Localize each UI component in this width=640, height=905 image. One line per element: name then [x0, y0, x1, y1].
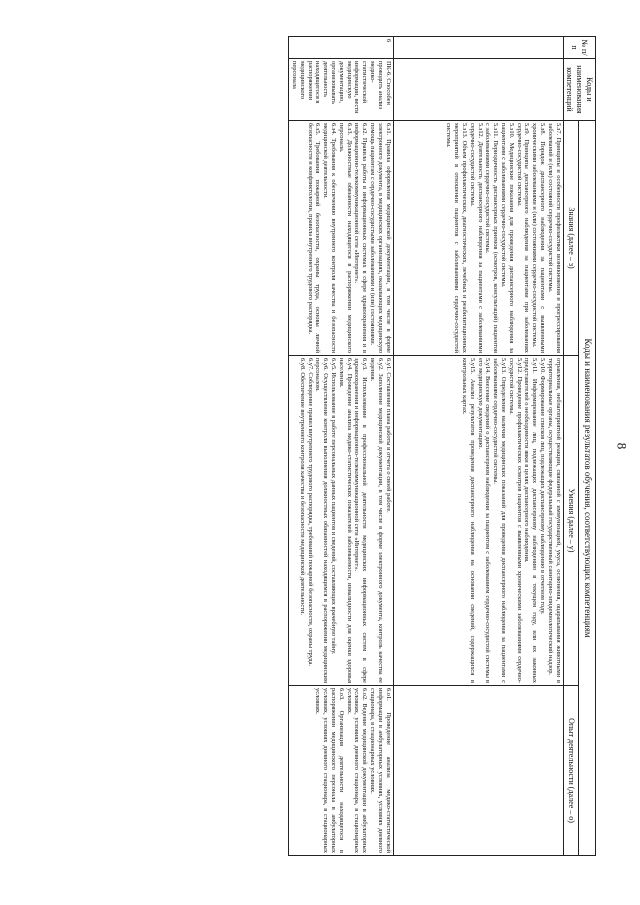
cell-num: 6: [289, 37, 394, 59]
skill-item: 6.у7. Соблюдение правил внутреннего трудового распорядка, требований пожарной безопасности, охраны труда.: [306, 358, 314, 667]
skill-item: отравления, неблагоприятной реакции, связанной с иммунизацией, укуса, ослюнения, оцарапывания животными в территориальные органы, осуществляющие федеральный государственный санитарно-эпидемиологический надзор.: [546, 358, 562, 683]
cell-competence: ПК-6. Способен проводить анализ медико-статистической информации, вести медицинскую документацию, организовывать деятельность находящегося в распоряжении медицинского персонала: [289, 59, 394, 121]
skill-item: 6.у5. Использование в работе персональных данных пациентов и сведений, составляющих врачебную тайну.: [330, 358, 338, 655]
header-competence: Коды и наименования компетенций: [563, 59, 595, 121]
page-number: 8: [614, 442, 630, 450]
skill-item: 6.у8. Обеспечение внутреннего контроля качества и безопасности медицинской деятельности.: [298, 358, 306, 616]
skill-item: 5.у11. Информирование лиц, подлежащих диспансерному наблюдению в текущем году, или их законных представителей о необходимости явки в целях диспансерного наблюдения.: [523, 358, 539, 683]
skill-item: 6.у4. Проведение анализа медико-статистических показателей заболеваемости, инвалидности для оценки здоровья населения.: [337, 358, 353, 683]
cell-knowledge: [289, 121, 394, 356]
knowledge-item: 6.з5. Требования пожарной безопасности, охраны труда, основы личной безопасности и конфликтологии, правила внутреннего трудового распорядка.: [306, 123, 322, 353]
knowledge-item: 5.з12. Деятельность диспансерного наблюдения за пациентами с заболеваниями сердечно-сосудистой системы.: [468, 123, 484, 353]
knowledge-item: 5.з11. Периодичность диспансерных приемов (осмотров, консультаций) пациентов с заболеваниями сердечно-сосудистой системы.: [484, 123, 500, 353]
cell-experience: [393, 686, 563, 856]
knowledge-item: 6.з2. Правила работы в информационных системах в сфере здравоохранения и в информационно-телекоммуникационной сети «Интернет».: [353, 123, 369, 353]
header-num: № п/п: [563, 37, 595, 59]
knowledge-item: 5.з8. Порядок диспансерного наблюдения за пациентами с выявленными хроническими заболеваниями и (или) состояниями сердечно-сосудистой системы.: [531, 123, 547, 353]
knowledge-item: 6.з3. Должностные обязанности находящегося в распоряжении медицинского персонала.: [337, 123, 353, 353]
competence-table: [288, 36, 596, 856]
header-results: Коды и наименования результатов обучения, соответствующих компетенциям: [579, 121, 596, 856]
skill-item: 5.у12. Проведение профилактических осмотров пациентов с выявленными хроническими заболеваниями сердечно-сосудистой системы.: [507, 358, 523, 683]
knowledge-item: 5.з10. Медицинские показания для проведения диспансерного наблюдения за пациентами с заболеваниями сердечно-сосудистой системы.: [500, 123, 515, 353]
knowledge-item: 6.з4. Требования к обеспечению внутреннего контроля качества и безопасности медицинской деятельности.: [322, 123, 338, 353]
skill-item: 5.у14. Внесение сведений о диспансерном наблюдении за пациентом с заболеванием сердечно-сосудистой системы в его медицинскую документацию.: [476, 358, 492, 683]
header-knowledge: Знания (далее – з): [563, 121, 578, 356]
rotated-page: [44, 36, 596, 856]
cell-knowledge: [393, 121, 563, 356]
experience-item: 6.о3. Организация деятельности находящегося в распоряжении медицинского персонала в амбулаторных условиях, условиях дневного стационара, в стационарных условиях.: [314, 688, 345, 853]
table-frame: [44, 36, 596, 856]
skill-item: 5.у10. Формирование списков лиц, подлежащих диспансерному наблюдению в отчетном году.: [539, 358, 547, 615]
cell-competence: [393, 59, 563, 121]
skill-item: 6.у1. Составление плана работы и отчета о своей работе.: [384, 358, 392, 513]
table-row-continued: [393, 37, 563, 856]
experience-item: 6.о1. Проведение анализа медико-статистической информации в амбулаторных условиях, условиях дневного стационара, в стационарных условиях.: [369, 688, 392, 853]
header-experience: Опыт деятельности (далее – о): [563, 686, 578, 856]
table-row-6: [289, 37, 394, 856]
skill-item: 5.у13. Определение наличия медицинских показаний для проведения диспансерного наблюдения за пациентами с заболеваниями сердечно-сосудистой системы.: [492, 358, 508, 683]
cell-skills: [289, 356, 394, 686]
skill-item: 6.у6. Осуществление контроля выполнения должностных обязанностей находящимся в распоряжении медицинским персоналом.: [314, 358, 330, 683]
knowledge-item: 5.з7. Принципы и особенности профилактики возникновения и прогрессирования заболеваний и (или) состояний сердечно-сосудистой системы.: [546, 123, 562, 353]
experience-item: 6.о2. Ведение медицинской документации в амбулаторных условиях, условиях дневного стационара, в стационарных условиях.: [345, 688, 369, 853]
skill-item: 6.у2. Заполнение медицинской документации, в том числе в форме электронного документа, контроль качества ее ведения.: [369, 358, 384, 683]
header-skills: Умения (далее – у): [563, 356, 578, 686]
cell-num: [393, 37, 563, 59]
cell-skills: [393, 356, 563, 686]
knowledge-item: 5.з13. Объем профилактических, диагностических, лечебных и реабилитационных мероприятий в отношении пациентов с заболеваниями сердечно-сосудистой системы.: [445, 123, 468, 353]
knowledge-item: 6.з1. Правила оформления медицинской документации, в том числе в форме электронного документа, в медицинских организациях, оказывающих медицинскую помощь пациентам с сердечно-сосудистыми заболеваниями и (или) состояниями.: [369, 123, 392, 353]
cell-experience: [289, 686, 394, 856]
skill-item: 6.у3. Использование в профессиональной деятельности медицинских информационных систем в сфере здравоохранения и информационно-телекоммуникационной сети «Интернет».: [353, 358, 369, 683]
knowledge-item: 5.з9. Принципы диспансерного наблюдения за пациентами при заболеваниях сердечно-сосудистой системы.: [515, 123, 531, 353]
skill-item: 5.у15. Анализ результатов проведения диспансерного наблюдения на основании сведений, содержащихся в контрольных картах.: [461, 358, 476, 683]
